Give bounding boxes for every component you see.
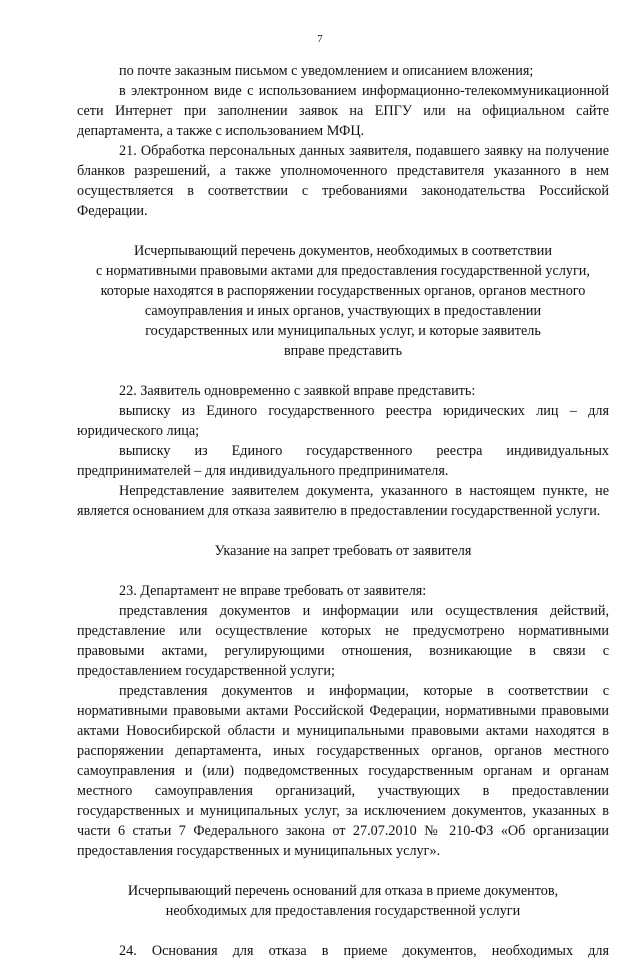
paragraph: выписку из Единого государственного реестра юридических лиц – для юридического лица;: [77, 403, 609, 439]
section-heading: Указание на запрет требовать от заявителя: [214, 543, 472, 559]
paragraph: представления документов и информации, которые в соответствии с нормативными правовыми актами Российской Федерации, нормативными правовыми актами Новосибирской области и муниципальными правовыми актами находятся в распоряжении департамента, иных государственных органов, органов местного самоуправления и (или) подведомственных государственным органам и органам местного самоуправления организаций, участвующих в предоставлении государственных и муниципальных услуг, за исключением документов, указанных в части 6 статьи 7 Федерального закона от 27.07.2010 № 210-ФЗ «Об организации предоставления государственных и муниципальных услуг».: [77, 683, 609, 859]
paragraph: представления документов и информации или осуществления действий, представление или осуществление которых не предусмотрено нормативными правовыми актами, регулирующими отношения, возникающие в связи с предоставлением государственной услуги;: [77, 603, 609, 679]
paragraph: по почте заказным письмом с уведомлением и описанием вложения;: [119, 63, 534, 79]
paragraph: 24. Основания для отказа в приеме документов, необходимых для: [119, 943, 609, 959]
section-heading: Исчерпывающий перечень оснований для отказа в приеме документов, необходимых для предоставления государственной услуги: [127, 883, 559, 919]
paragraph: в электронном виде с использованием информационно-телекоммуникационной сети Интернет при заполнении заявок на ЕПГУ или на официальном сайте департамента, а также с использованием МФЦ.: [77, 83, 609, 139]
paragraph: Непредставление заявителем документа, указанного в настоящем пункте, не является основанием для отказа заявителю в предоставлении государственной услуги.: [77, 483, 609, 519]
document-body: [77, 61, 609, 961]
paragraph: 21. Обработка персональных данных заявителя, подавшего заявку на получение бланков разрешений, а также уполномоченного представителя указанного в нем осуществляется в соответствии с требованиями законодательства Российской Федерации.: [77, 143, 609, 219]
section-heading: Исчерпывающий перечень документов, необходимых в соответствии с нормативными правовыми актами для предоставления государственной услуги, которые находятся в распоряжении государственных органов, органов местного самоуправления и иных органов, участвующих в предоставлении государственных или муниципальных услуг, и которые заявитель вправе представить: [96, 243, 590, 359]
paragraph: 23. Департамент не вправе требовать от заявителя:: [119, 583, 427, 599]
paragraph: выписку из Единого государственного реестра индивидуальных предпринимателей – для индивидуального предпринимателя.: [77, 443, 609, 479]
paragraph: 22. Заявитель одновременно с заявкой вправе представить:: [119, 383, 476, 399]
page-number: 7: [317, 33, 323, 45]
